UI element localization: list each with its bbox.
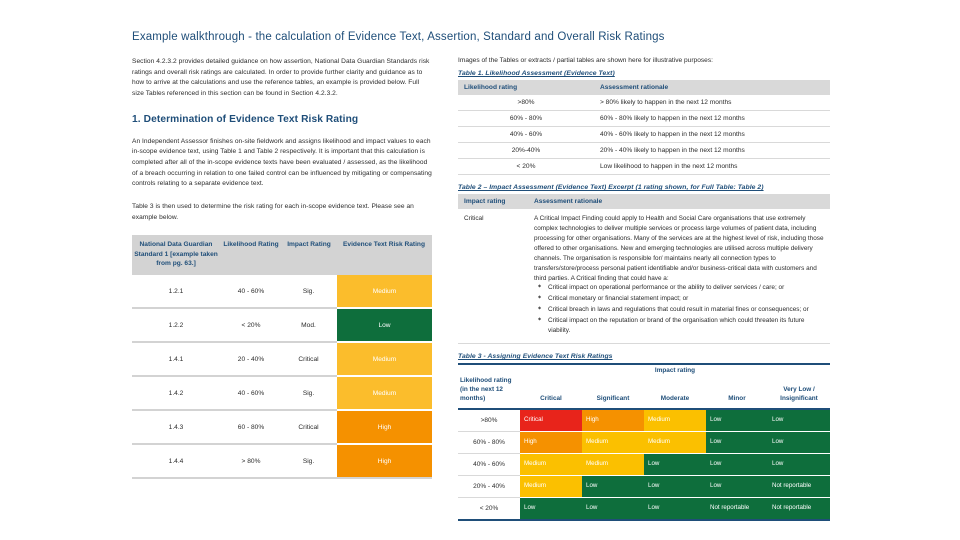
table3-matrix-cell: Medium xyxy=(644,409,706,432)
cell-assessment-rationale: Low likelihood to happen in the next 12 months xyxy=(594,159,830,175)
cell-assessment-rationale: > 80% likely to happen in the next 12 months xyxy=(594,95,830,111)
table3-matrix-cell: Low xyxy=(644,497,706,520)
table3-col-header-critical: Critical xyxy=(520,375,582,409)
table3-matrix-cell: Low xyxy=(706,431,768,453)
table3-matrix-cell: Medium xyxy=(644,431,706,453)
table-row xyxy=(132,308,432,342)
table3-group-header-row xyxy=(458,364,830,375)
cell-likelihood: > 80% xyxy=(220,444,282,478)
cell-ndg: 1.4.1 xyxy=(132,342,220,376)
table3-matrix-cell: High xyxy=(520,431,582,453)
table-row xyxy=(458,127,830,143)
cell-evidence-text-risk-rating: High xyxy=(336,410,432,444)
cell-impact: Critical xyxy=(282,410,336,444)
cell-likelihood: 60 - 80% xyxy=(220,410,282,444)
cell-ndg: 1.4.2 xyxy=(132,376,220,410)
table2-rating-critical: Critical xyxy=(458,209,528,344)
table3-matrix-cell: Low xyxy=(644,453,706,475)
table-row xyxy=(132,410,432,444)
cell-impact: Sig. xyxy=(282,444,336,478)
paragraph-assessor-fieldwork: An Independent Assessor finishes on-site fieldwork and assigns likelihood and impact values to each in-scope evidence text, using Table 1 and Table 2 respectively. It is important that this calculation is completed after all of the in-scope evidence texts have been evaluated / assessed, as the likelihood of a breach occurring in relation to one failed control can be influenced by mitigating or compensating controls relating to a separate evidence text. xyxy=(132,137,432,188)
table3-matrix-cell: Medium xyxy=(582,453,644,475)
table3-matrix-cell: Medium xyxy=(520,453,582,475)
table3-matrix-cell: Low xyxy=(706,453,768,475)
table-row xyxy=(458,159,830,175)
table3-row-label: 60% - 80% xyxy=(458,431,520,453)
table1-likelihood-assessment xyxy=(458,80,830,175)
table3-matrix-cell: High xyxy=(582,409,644,432)
table-row xyxy=(132,342,432,376)
table3-row-label: 20% - 40% xyxy=(458,475,520,497)
table2-impact-assessment xyxy=(458,194,830,344)
table3-row-label: >80% xyxy=(458,409,520,432)
table2-rationale-cell xyxy=(528,209,830,344)
table-row xyxy=(458,409,830,432)
col-header-likelihood-rating: Likelihood Rating xyxy=(220,235,282,275)
table3-matrix-cell: Low xyxy=(582,475,644,497)
table-row xyxy=(458,95,830,111)
table-row xyxy=(458,475,830,497)
cell-ndg: 1.4.4 xyxy=(132,444,220,478)
table-row xyxy=(132,275,432,308)
table3-column-header-row xyxy=(458,375,830,409)
table-row xyxy=(458,111,830,127)
table3-row-label: < 20% xyxy=(458,497,520,520)
table-row xyxy=(458,143,830,159)
cell-evidence-text-risk-rating: High xyxy=(336,444,432,478)
table3-col-header-significant: Significant xyxy=(582,375,644,409)
cell-assessment-rationale: 60% - 80% likely to happen in the next 12 months xyxy=(594,111,830,127)
list-item: ◆ Critical breach in laws and regulations that could result in material fines or consequences; or xyxy=(548,305,824,315)
cell-evidence-text-risk-rating: Low xyxy=(336,308,432,342)
cell-likelihood-rating: 20%-40% xyxy=(458,143,594,159)
table3-row-header-label: Likelihood rating (in the next 12 months) xyxy=(458,375,520,409)
table3-matrix-cell: Low xyxy=(582,497,644,520)
cell-likelihood: 20 - 40% xyxy=(220,342,282,376)
example-walkthrough-table xyxy=(132,235,432,479)
cell-ndg: 1.4.3 xyxy=(132,410,220,444)
cell-likelihood-rating: >80% xyxy=(458,95,594,111)
list-item: ◆ Critical impact on the reputation or brand of the organisation which could threaten its future viability. xyxy=(548,316,824,336)
cell-impact: Critical xyxy=(282,342,336,376)
table3-col-header-very-low: Very Low / Insignificant xyxy=(768,375,830,409)
table3-matrix-cell: Low xyxy=(706,409,768,432)
table3-matrix-cell: Not reportable xyxy=(706,497,768,520)
cell-impact: Sig. xyxy=(282,376,336,410)
right-column xyxy=(458,57,830,521)
table3-matrix-cell: Not reportable xyxy=(768,497,830,520)
paragraph-table3-usage: Table 3 is then used to determine the risk rating for each in-scope evidence text. Please see an example below. xyxy=(132,203,414,221)
cell-ndg: 1.2.2 xyxy=(132,308,220,342)
table3-matrix-cell: Low xyxy=(706,475,768,497)
cell-assessment-rationale: 40% - 60% likely to happen in the next 12 months xyxy=(594,127,830,143)
example-table-body xyxy=(132,275,432,478)
table3-matrix-cell: Low xyxy=(520,497,582,520)
table-row xyxy=(132,444,432,478)
table3-matrix-cell: Medium xyxy=(582,431,644,453)
right-intro-line: Images of the Tables or extracts / partial tables are shown here for illustrative purposes: xyxy=(458,57,713,64)
table3-matrix-cell: Critical xyxy=(520,409,582,432)
col-header-ndg-standard: National Data Guardian Standard 1 [example taken from pg. 63.] xyxy=(132,235,220,275)
table1-caption[interactable]: Table 1. Likelihood Assessment (Evidence Text) xyxy=(458,70,615,77)
table3-matrix-cell: Not reportable xyxy=(768,475,830,497)
cell-evidence-text-risk-rating: Medium xyxy=(336,342,432,376)
table3-matrix-cell: Low xyxy=(768,431,830,453)
table-row xyxy=(458,431,830,453)
cell-likelihood-rating: 60% - 80% xyxy=(458,111,594,127)
list-item: ◆ Critical impact on operational performance or the ability to deliver services / care; or xyxy=(548,283,824,293)
table2-caption[interactable]: Table 2 – Impact Assessment (Evidence Text) Excerpt (1 rating shown, for Full Table: Table 2) xyxy=(458,184,764,191)
table2-col-header-assessment-rationale: Assessment rationale xyxy=(528,194,830,209)
cell-likelihood: < 20% xyxy=(220,308,282,342)
page-title: Example walkthrough - the calculation of Evidence Text, Assertion, Standard and Overall Risk Ratings xyxy=(132,31,665,43)
table3-matrix-cell: Medium xyxy=(520,475,582,497)
table2-rationale-text: A Critical Impact Finding could apply to Health and Social Care organisations that use extremely complex technologies to deliver multiple services or process large volumes of patient data, including processing for other organisations. Many of the services are at the highest level of risk, including those offered to other organisations. New and emerging technologies are utilised across multiple delivery channels. The organisation is responsible for/ maintains nearly all connection types to transfers/store/process personal patient identifiable and/or business-critical data with customers and third parties. A Critical finding that could have a: xyxy=(534,215,824,282)
left-column xyxy=(132,57,432,479)
table3-spacer-cell xyxy=(458,364,520,375)
table2-header-row xyxy=(458,194,830,209)
cell-likelihood: 40 - 60% xyxy=(220,275,282,308)
table-row xyxy=(458,453,830,475)
cell-evidence-text-risk-rating: Medium xyxy=(336,376,432,410)
section-heading: 1. Determination of Evidence Text Risk Rating xyxy=(132,113,359,125)
table3-risk-rating-matrix xyxy=(458,363,830,521)
table3-row-label: 40% - 60% xyxy=(458,453,520,475)
table1-body xyxy=(458,95,830,175)
cell-impact: Mod. xyxy=(282,308,336,342)
cell-ndg: 1.2.1 xyxy=(132,275,220,308)
list-item: ◆ Critical monetary or financial statement impact; or xyxy=(548,294,824,304)
intro-paragraph: Section 4.2.3.2 provides detailed guidance on how assertion, National Data Guardian Standards risk ratings and overall risk ratings are calculated. In order to provide further clarity and guidance as to how to arrive at the calculations and use the reference tables, an example is provided below. Full size Tables referenced in this section can be found in Section 4.2.3.2. xyxy=(132,58,430,98)
table-row xyxy=(132,376,432,410)
cell-evidence-text-risk-rating: Medium xyxy=(336,275,432,308)
table2-col-header-impact-rating: Impact rating xyxy=(458,194,528,209)
table3-body xyxy=(458,409,830,520)
cell-likelihood-rating: 40% - 60% xyxy=(458,127,594,143)
table1-header-row xyxy=(458,80,830,95)
table3-group-header-impact-rating: Impact rating xyxy=(520,364,830,375)
table-row xyxy=(458,209,830,344)
table-row xyxy=(458,497,830,520)
table2-bullet-list xyxy=(534,283,824,336)
table3-matrix-cell: Low xyxy=(768,409,830,432)
col-header-impact-rating: Impact Rating xyxy=(282,235,336,275)
table-header-row xyxy=(132,235,432,275)
table3-col-header-moderate: Moderate xyxy=(644,375,706,409)
cell-impact: Sig. xyxy=(282,275,336,308)
cell-likelihood-rating: < 20% xyxy=(458,159,594,175)
cell-likelihood: 40 - 60% xyxy=(220,376,282,410)
cell-assessment-rationale: 20% - 40% likely to happen in the next 12 months xyxy=(594,143,830,159)
table1-col-header-likelihood-rating: Likelihood rating xyxy=(458,80,594,95)
table3-col-header-minor: Minor xyxy=(706,375,768,409)
col-header-evidence-text-risk-rating: Evidence Text Risk Rating xyxy=(336,235,432,275)
table3-matrix-cell: Low xyxy=(644,475,706,497)
table1-col-header-assessment-rationale: Assessment rationale xyxy=(594,80,830,95)
table3-caption[interactable]: Table 3 - Assigning Evidence Text Risk Ratings xyxy=(458,353,613,361)
table3-matrix-cell: Low xyxy=(768,453,830,475)
